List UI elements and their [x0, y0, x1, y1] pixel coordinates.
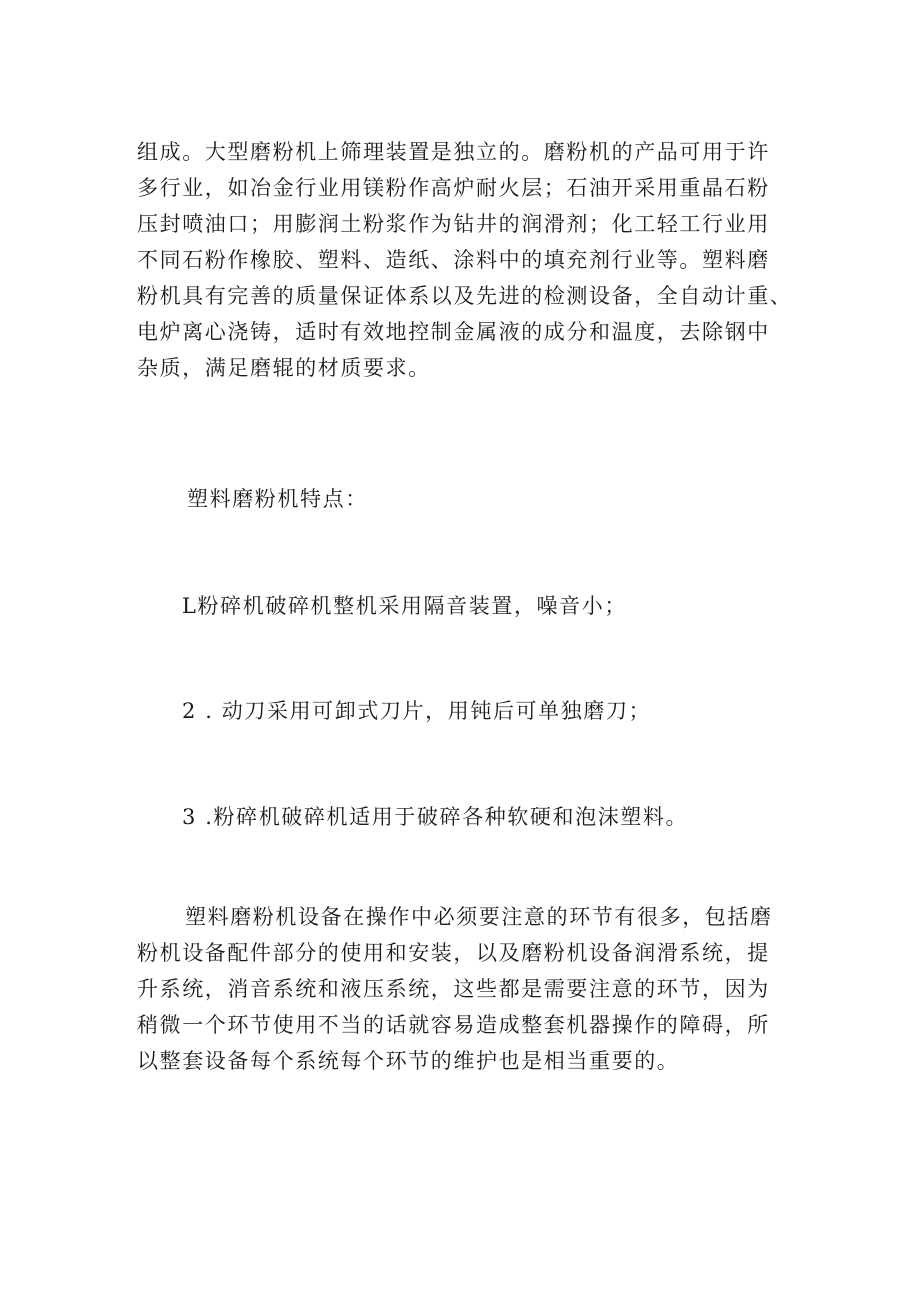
text-line: 不同石粉作橡胶、塑料、造纸、涂料中的填充剂行业等。塑料磨: [137, 248, 770, 272]
text-line: 压封喷油口；用膨润土粉浆作为钻井的润滑剂；化工轻工行业用: [137, 212, 770, 236]
text-line: 粉机具有完善的质量保证体系以及先进的检测设备，全自动计重、: [137, 284, 793, 308]
text-line: 多行业，如冶金行业用镁粉作高炉耐火层；石油开采用重晶石粉: [137, 176, 770, 200]
text-line: 粉机设备配件部分的使用和安装，以及磨粉机设备润滑系统，提: [137, 941, 770, 965]
text-line: 塑料磨粉机设备在操作中必须要注意的环节有很多，包括磨: [185, 905, 773, 929]
features-heading: 塑料磨粉机特点：: [187, 487, 368, 511]
text-line: 稍微一个环节使用不当的话就容易造成整套机器操作的障碍，所: [137, 1013, 770, 1037]
feature-item-2: 2 . 动刀采用可卸式刀片，用钝后可单独磨刀；: [182, 699, 652, 723]
text-line: 组成。大型磨粉机上筛理装置是独立的。磨粉机的产品可用于许: [137, 140, 770, 164]
text-line: 以整套设备每个系统每个环节的维护也是相当重要的。: [137, 1049, 680, 1073]
paragraph-mill-applications: [137, 134, 805, 386]
feature-item-3: 3 .粉碎机破碎机适用于破碎各种软硬和泡沫塑料。: [182, 805, 689, 829]
feature-item-1: L粉碎机破碎机整机采用隔音装置，噪音小；: [182, 594, 627, 618]
paragraph-operation-notes: [137, 899, 805, 1079]
text-line: 杂质，满足磨辊的材质要求。: [137, 356, 431, 380]
text-line: 电炉离心浇铸，适时有效地控制金属液的成分和温度，去除钢中: [137, 320, 770, 344]
text-line: 升系统，消音系统和液压系统，这些都是需要注意的环节，因为: [137, 977, 770, 1001]
